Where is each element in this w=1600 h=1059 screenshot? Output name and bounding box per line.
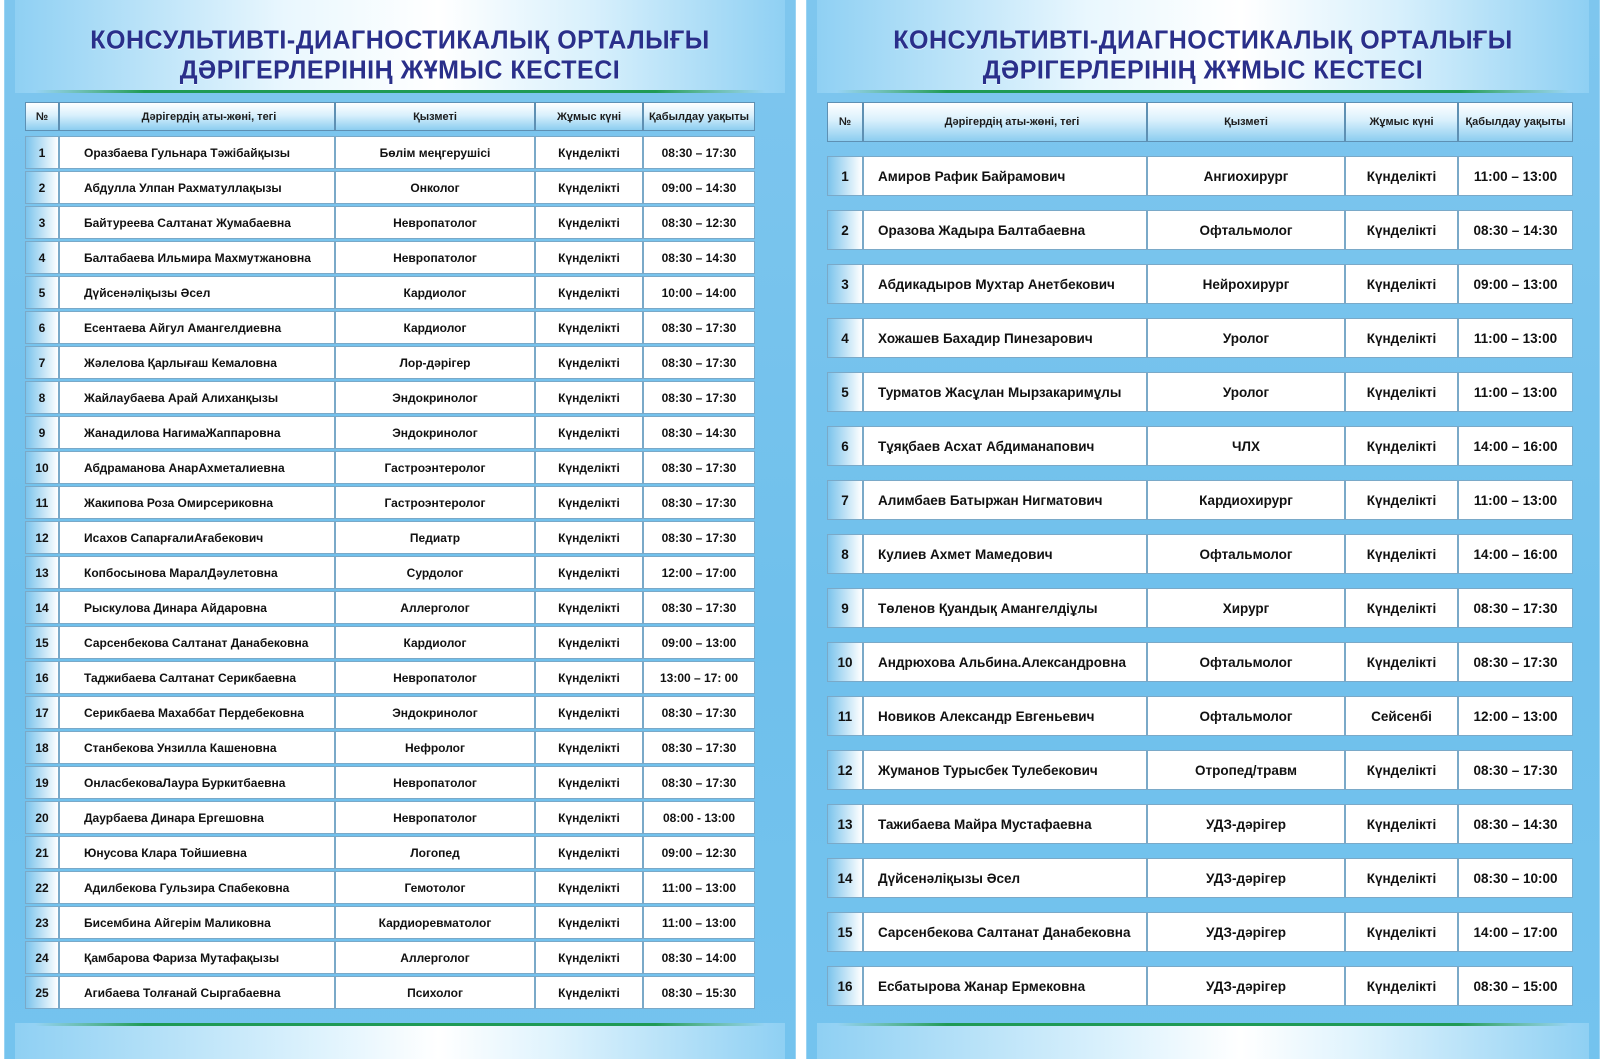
reception-time: 08:30 – 17:30 — [643, 311, 755, 344]
reception-time: 08:30 – 17:30 — [643, 696, 755, 729]
reception-time: 14:00 – 16:00 — [1458, 426, 1573, 466]
header-reception-time: Қабылдау уақыты — [1458, 102, 1573, 142]
reception-time: 08:30 – 17:30 — [1458, 588, 1573, 628]
doctor-name: Адилбекова Гульзира Спабековна — [59, 871, 335, 904]
table-header-row — [827, 102, 1573, 142]
reception-time: 08:30 – 15:00 — [1458, 966, 1573, 1006]
table-row — [25, 521, 777, 554]
table-row — [25, 206, 777, 239]
doctor-name: Даурбаева Динара Ергешовна — [59, 801, 335, 834]
table-row — [827, 750, 1573, 790]
table-row — [827, 534, 1573, 574]
reception-time: 08:30 – 17:30 — [643, 486, 755, 519]
row-number: 15 — [25, 626, 59, 659]
row-number: 3 — [827, 264, 863, 304]
row-number: 6 — [25, 311, 59, 344]
work-day: Күнделікті — [535, 311, 643, 344]
row-number: 16 — [25, 661, 59, 694]
doctor-name: Дүйсенәліқызы Әсел — [863, 858, 1147, 898]
reception-time: 08:30 – 17:30 — [1458, 750, 1573, 790]
row-number: 13 — [827, 804, 863, 844]
work-day: Күнделікті — [1345, 210, 1458, 250]
reception-time: 08:30 – 17:30 — [643, 381, 755, 414]
doctor-position: Невропатолог — [335, 206, 535, 239]
table-row — [25, 836, 777, 869]
work-day: Күнделікті — [1345, 642, 1458, 682]
row-number: 17 — [25, 696, 59, 729]
header-work-day: Жұмыс күні — [1345, 102, 1458, 142]
work-day: Күнделікті — [535, 241, 643, 274]
work-day: Күнделікті — [535, 136, 643, 169]
doctor-position: Логопед — [335, 836, 535, 869]
reception-time: 08:30 – 17:30 — [643, 451, 755, 484]
row-number: 7 — [827, 480, 863, 520]
header-number: № — [827, 102, 863, 142]
work-day: Күнделікті — [535, 941, 643, 974]
work-day: Күнделікті — [1345, 588, 1458, 628]
work-day: Күнделікті — [1345, 858, 1458, 898]
header-work-day: Жұмыс күні — [535, 102, 643, 131]
reception-time: 11:00 – 13:00 — [1458, 318, 1573, 358]
table-row — [25, 241, 777, 274]
doctor-name: Агибаева Толғанай Сыргабаевна — [59, 976, 335, 1009]
table-body — [25, 102, 777, 1009]
row-number: 5 — [827, 372, 863, 412]
footer-band — [817, 1023, 1589, 1059]
schedule-board-right — [806, 0, 1600, 1059]
doctor-position: Ангиохирург — [1147, 156, 1345, 196]
row-number: 18 — [25, 731, 59, 764]
work-day: Күнделікті — [535, 976, 643, 1009]
table-row — [25, 766, 777, 799]
doctor-name: Қамбарова Фариза Мутафақызы — [59, 941, 335, 974]
table-row — [827, 156, 1573, 196]
reception-time: 08:30 – 10:00 — [1458, 858, 1573, 898]
table-row — [25, 451, 777, 484]
doctor-position: Невропатолог — [335, 661, 535, 694]
table-row — [25, 171, 777, 204]
doctor-position: Аллерголог — [335, 591, 535, 624]
table-row — [827, 912, 1573, 952]
row-number: 25 — [25, 976, 59, 1009]
table-row — [25, 906, 777, 939]
table-row — [25, 556, 777, 589]
table-row — [827, 318, 1573, 358]
table-row — [827, 264, 1573, 304]
reception-time: 08:30 – 12:30 — [643, 206, 755, 239]
doctor-name: Алимбаев Батыржан Нигматович — [863, 480, 1147, 520]
footer-divider — [35, 1023, 765, 1026]
doctor-name: Исахов СапарғалиАғабекович — [59, 521, 335, 554]
schedule-table-right — [827, 102, 1573, 1020]
table-row — [25, 661, 777, 694]
work-day: Күнделікті — [535, 171, 643, 204]
doctor-position: Уролог — [1147, 372, 1345, 412]
doctor-name: Андрюхова Альбина.Александровна — [863, 642, 1147, 682]
table-row — [25, 136, 777, 169]
header-band — [15, 0, 785, 93]
row-number: 22 — [25, 871, 59, 904]
work-day: Күнделікті — [535, 346, 643, 379]
doctor-position: Невропатолог — [335, 766, 535, 799]
table-row — [25, 591, 777, 624]
row-number: 2 — [827, 210, 863, 250]
reception-time: 08:30 – 14:30 — [643, 241, 755, 274]
doctor-name: Тұяқбаев Асхат Абдиманапович — [863, 426, 1147, 466]
doctor-position: УДЗ-дәрігер — [1147, 912, 1345, 952]
row-number: 19 — [25, 766, 59, 799]
work-day: Күнделікті — [1345, 372, 1458, 412]
work-day: Күнделікті — [535, 451, 643, 484]
work-day: Күнделікті — [535, 416, 643, 449]
work-day: Күнделікті — [1345, 156, 1458, 196]
row-number: 8 — [827, 534, 863, 574]
row-number: 13 — [25, 556, 59, 589]
doctor-name: Сарсенбекова Салтанат Данабековна — [863, 912, 1147, 952]
reception-time: 08:30 – 14:30 — [643, 416, 755, 449]
table-row — [827, 372, 1573, 412]
reception-time: 08:30 – 17:30 — [643, 346, 755, 379]
work-day: Күнделікті — [1345, 426, 1458, 466]
row-number: 4 — [827, 318, 863, 358]
row-number: 10 — [25, 451, 59, 484]
work-day: Күнделікті — [1345, 966, 1458, 1006]
doctor-name: Төленов Қуандық Амангелдіұлы — [863, 588, 1147, 628]
doctor-position: Отропед/травм — [1147, 750, 1345, 790]
work-day: Күнделікті — [535, 276, 643, 309]
doctor-position: Нефролог — [335, 731, 535, 764]
row-number: 14 — [827, 858, 863, 898]
doctor-position: Кардиолог — [335, 276, 535, 309]
table-row — [827, 804, 1573, 844]
doctor-position: Эндокринолог — [335, 416, 535, 449]
reception-time: 09:00 – 14:30 — [643, 171, 755, 204]
reception-time: 11:00 – 13:00 — [643, 871, 755, 904]
doctor-position: Офтальмолог — [1147, 210, 1345, 250]
reception-time: 09:00 – 13:00 — [643, 626, 755, 659]
work-day: Күнделікті — [535, 591, 643, 624]
row-number: 1 — [25, 136, 59, 169]
row-number: 11 — [25, 486, 59, 519]
reception-time: 12:00 – 13:00 — [1458, 696, 1573, 736]
row-number: 6 — [827, 426, 863, 466]
doctor-name: Жакипова Роза Омирсериковна — [59, 486, 335, 519]
doctor-position: Онколог — [335, 171, 535, 204]
row-number: 7 — [25, 346, 59, 379]
doctor-position: Невропатолог — [335, 241, 535, 274]
table-row — [25, 626, 777, 659]
header-divider — [35, 90, 765, 93]
row-number: 9 — [25, 416, 59, 449]
reception-time: 08:30 – 14:30 — [1458, 210, 1573, 250]
doctor-position: ЧЛХ — [1147, 426, 1345, 466]
doctor-position: Кардиоревматолог — [335, 906, 535, 939]
doctor-position: Педиатр — [335, 521, 535, 554]
reception-time: 08:30 – 17:30 — [1458, 642, 1573, 682]
reception-time: 14:00 – 16:00 — [1458, 534, 1573, 574]
doctor-position: УДЗ-дәрігер — [1147, 804, 1345, 844]
row-number: 3 — [25, 206, 59, 239]
doctor-position: УДЗ-дәрігер — [1147, 858, 1345, 898]
work-day: Күнделікті — [535, 801, 643, 834]
table-row — [827, 480, 1573, 520]
row-number: 20 — [25, 801, 59, 834]
doctor-position: Гемотолог — [335, 871, 535, 904]
doctor-position: Офтальмолог — [1147, 534, 1345, 574]
doctor-position: Эндокринолог — [335, 381, 535, 414]
reception-time: 11:00 – 13:00 — [643, 906, 755, 939]
table-row — [827, 696, 1573, 736]
work-day: Күнделікті — [1345, 750, 1458, 790]
doctor-name: Турматов Жасұлан Мырзакаримұлы — [863, 372, 1147, 412]
table-row — [25, 731, 777, 764]
doctor-name: Кулиев Ахмет Мамедович — [863, 534, 1147, 574]
work-day: Күнделікті — [535, 766, 643, 799]
reception-time: 13:00 – 17: 00 — [643, 661, 755, 694]
row-number: 24 — [25, 941, 59, 974]
board-title-line2: ДӘРІГЕРЛЕРІНІҢ ЖҰМЫС КЕСТЕСІ — [982, 55, 1424, 85]
doctor-position: Гастроэнтеролог — [335, 486, 535, 519]
header-number: № — [25, 102, 59, 131]
work-day: Күнделікті — [535, 556, 643, 589]
doctor-position: Кардиолог — [335, 311, 535, 344]
doctor-name: Таджибаева Салтанат Серикбаевна — [59, 661, 335, 694]
work-day: Күнделікті — [535, 381, 643, 414]
reception-time: 08:30 – 17:30 — [643, 766, 755, 799]
row-number: 11 — [827, 696, 863, 736]
reception-time: 11:00 – 13:00 — [1458, 372, 1573, 412]
schedule-table-left — [25, 102, 777, 1011]
doctor-name: Балтабаева Ильмира Махмутжановна — [59, 241, 335, 274]
doctor-name: Есбатырова Жанар Ермековна — [863, 966, 1147, 1006]
doctor-name: Оразова Жадыра Балтабаевна — [863, 210, 1147, 250]
schedule-board-left — [4, 0, 796, 1059]
doctor-name: Жанадилова НагимаЖаппаровна — [59, 416, 335, 449]
board-title-line1: КОНСУЛЬТИВТІ-ДИАГНОСТИКАЛЫҚ ОРТАЛЫҒЫ — [893, 25, 1513, 55]
work-day: Күнделікті — [535, 906, 643, 939]
reception-time: 11:00 – 13:00 — [1458, 480, 1573, 520]
table-row — [827, 642, 1573, 682]
reception-time: 08:30 – 17:30 — [643, 136, 755, 169]
table-row — [25, 696, 777, 729]
table-row — [25, 871, 777, 904]
row-number: 14 — [25, 591, 59, 624]
row-number: 12 — [25, 521, 59, 554]
doctor-position: Психолог — [335, 976, 535, 1009]
work-day: Күнделікті — [535, 521, 643, 554]
work-day: Күнделікті — [535, 836, 643, 869]
work-day: Күнделікті — [535, 626, 643, 659]
table-row — [827, 966, 1573, 1006]
row-number: 15 — [827, 912, 863, 952]
table-header-row — [25, 102, 777, 131]
reception-time: 08:30 – 14:30 — [1458, 804, 1573, 844]
work-day: Күнделікті — [1345, 534, 1458, 574]
reception-time: 09:00 – 13:00 — [1458, 264, 1573, 304]
header-divider — [837, 90, 1569, 93]
header-position: Қызметі — [1147, 102, 1345, 142]
doctor-name: Новиков Александр Евгеньевич — [863, 696, 1147, 736]
doctor-name: Бисембина Айгерім Маликовна — [59, 906, 335, 939]
footer-band — [15, 1023, 785, 1059]
work-day: Күнделікті — [1345, 264, 1458, 304]
table-row — [25, 486, 777, 519]
table-row — [827, 858, 1573, 898]
header-name: Дәрігердің аты-жөні, тегі — [863, 102, 1147, 142]
doctor-position: Хирург — [1147, 588, 1345, 628]
work-day: Күнделікті — [1345, 804, 1458, 844]
reception-time: 08:30 – 17:30 — [643, 731, 755, 764]
work-day: Күнделікті — [1345, 318, 1458, 358]
board-title-line1: КОНСУЛЬТИВТІ-ДИАГНОСТИКАЛЫҚ ОРТАЛЫҒЫ — [90, 25, 710, 55]
doctor-position: Кардиохирург — [1147, 480, 1345, 520]
reception-time: 08:30 – 17:30 — [643, 591, 755, 624]
doctor-position: Эндокринолог — [335, 696, 535, 729]
row-number: 4 — [25, 241, 59, 274]
table-row — [827, 426, 1573, 466]
reception-time: 10:00 – 14:00 — [643, 276, 755, 309]
doctor-position: Кардиолог — [335, 626, 535, 659]
doctor-position: Нейрохирург — [1147, 264, 1345, 304]
row-number: 21 — [25, 836, 59, 869]
reception-time: 08:30 – 17:30 — [643, 521, 755, 554]
header-reception-time: Қабылдау уақыты — [643, 102, 755, 131]
doctor-position: Гастроэнтеролог — [335, 451, 535, 484]
doctor-name: Есентаева Айгул Амангелдиевна — [59, 311, 335, 344]
row-number: 5 — [25, 276, 59, 309]
table-row — [25, 801, 777, 834]
header-position: Қызметі — [335, 102, 535, 131]
work-day: Күнделікті — [535, 206, 643, 239]
doctor-name: Жуманов Турысбек Тулебекович — [863, 750, 1147, 790]
table-row — [25, 276, 777, 309]
doctor-name: Станбекова Унзилла Кашеновна — [59, 731, 335, 764]
doctor-position: Лор-дәрігер — [335, 346, 535, 379]
doctor-name: Копбосынова МаралДәулетовна — [59, 556, 335, 589]
header-band — [817, 0, 1589, 93]
table-row — [25, 976, 777, 1009]
doctor-name: Байтуреева Салтанат Жумабаевна — [59, 206, 335, 239]
doctor-position: Невропатолог — [335, 801, 535, 834]
reception-time: 08:30 – 15:30 — [643, 976, 755, 1009]
doctor-position: Офтальмолог — [1147, 696, 1345, 736]
doctor-position: Аллерголог — [335, 941, 535, 974]
reception-time: 11:00 – 13:00 — [1458, 156, 1573, 196]
doctor-name: Рыскулова Динара Айдаровна — [59, 591, 335, 624]
doctor-name: Амиров Рафик Байрамович — [863, 156, 1147, 196]
row-number: 9 — [827, 588, 863, 628]
work-day: Күнделікті — [1345, 480, 1458, 520]
table-row — [25, 941, 777, 974]
reception-time: 12:00 – 17:00 — [643, 556, 755, 589]
table-body — [827, 102, 1573, 1006]
doctor-name: Тажибаева Майра Мустафаевна — [863, 804, 1147, 844]
table-row — [25, 381, 777, 414]
board-title-line2: ДӘРІГЕРЛЕРІНІҢ ЖҰМЫС КЕСТЕСІ — [179, 55, 621, 85]
reception-time: 08:30 – 14:00 — [643, 941, 755, 974]
work-day: Күнделікті — [1345, 912, 1458, 952]
work-day: Күнделікті — [535, 871, 643, 904]
table-row — [827, 210, 1573, 250]
doctor-name: Сарсенбекова Салтанат Данабековна — [59, 626, 335, 659]
table-row — [25, 416, 777, 449]
doctor-position: УДЗ-дәрігер — [1147, 966, 1345, 1006]
work-day: Күнделікті — [535, 486, 643, 519]
row-number: 2 — [25, 171, 59, 204]
doctor-name: Абдикадыров Мухтар Анетбекович — [863, 264, 1147, 304]
row-number: 16 — [827, 966, 863, 1006]
row-number: 10 — [827, 642, 863, 682]
reception-time: 09:00 – 12:30 — [643, 836, 755, 869]
footer-divider — [837, 1023, 1569, 1026]
reception-time: 14:00 – 17:00 — [1458, 912, 1573, 952]
doctor-name: Абдулла Улпан Рахматуллақызы — [59, 171, 335, 204]
row-number: 12 — [827, 750, 863, 790]
doctor-name: Жайлаубаева Арай Алиханқызы — [59, 381, 335, 414]
table-row — [25, 311, 777, 344]
row-number: 23 — [25, 906, 59, 939]
reception-time: 08:00 - 13:00 — [643, 801, 755, 834]
doctor-position: Сурдолог — [335, 556, 535, 589]
work-day: Күнделікті — [535, 731, 643, 764]
row-number: 8 — [25, 381, 59, 414]
doctor-position: Уролог — [1147, 318, 1345, 358]
work-day: Сейсенбі — [1345, 696, 1458, 736]
row-number: 1 — [827, 156, 863, 196]
doctor-position: Бөлім меңгерушісі — [335, 136, 535, 169]
doctor-name: Серикбаева Махаббат Пердебековна — [59, 696, 335, 729]
header-name: Дәрігердің аты-жөні, тегі — [59, 102, 335, 131]
doctor-name: Дүйсенәліқызы Әсел — [59, 276, 335, 309]
doctor-name: Хожашев Бахадир Пинезарович — [863, 318, 1147, 358]
work-day: Күнделікті — [535, 696, 643, 729]
doctor-name: Абдраманова АнарАхметалиевна — [59, 451, 335, 484]
doctor-name: Юнусова Клара Тойшиевна — [59, 836, 335, 869]
table-row — [827, 588, 1573, 628]
doctor-name: ОнласбековаЛаура Буркитбаевна — [59, 766, 335, 799]
doctor-name: Оразбаева Гульнара Тәжібайқызы — [59, 136, 335, 169]
table-row — [25, 346, 777, 379]
doctor-position: Офтальмолог — [1147, 642, 1345, 682]
work-day: Күнделікті — [535, 661, 643, 694]
doctor-name: Жәлелова Қарлығаш Кемаловна — [59, 346, 335, 379]
